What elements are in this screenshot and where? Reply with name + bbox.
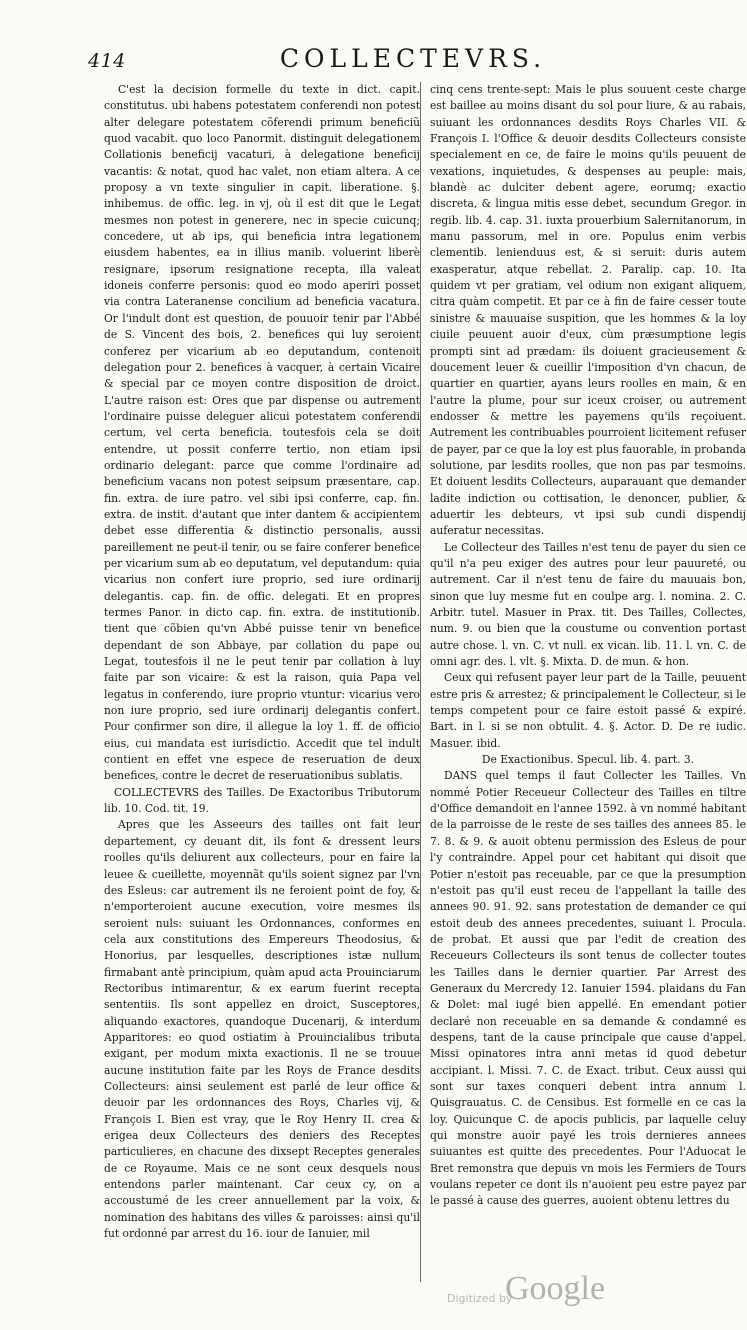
right-column [430, 82, 746, 1292]
column-divider [420, 82, 421, 1282]
paragraph-payer-du-sien: Le Collecteur des Tailles n'est tenu de payer du sien ce qu'il n'a peu exiger des autres pour leur pauureté, ou autrement. Car il n'est tenu de faire du mauuais bon, sinon que luy mesme fut en coulpe arg. l. nomina. 2. C. Arbitr. tutel. Masuer in Prax. tit. Des Tailles, Collectes, num. 9. ou bien que la coustume ou convention portast autre chose. l. vn. C. vt null. ex vican. lib. 11. l. vn. C. de omni agr. des. l. vlt. §. Mixta. D. de mun. & hon. [430, 540, 746, 669]
paragraph-office-collecteurs: cinq cens trente-sept: Mais le plus souuent ceste charge est baillee au moins disant du sol pour liure, & au rabais, suiuant les ordonnances desdits Roys Charles VII. & François I. l'Office & deuoir desdits Collecteurs consiste specialement en ce, de faire le moins qu'ils peuuent de vexations, inquietudes, & despenses au peuple: mais, blandè ac dulciter debent agere, eorumq; exactio discreta, & lingua mitis esse debet, secundum Gregor. in regib. lib. 4. cap. 31. iuxta prouerbium Salernitanorum, in manu passorum, mel in ore. Populus enim verbis clementib. lenienduus est, & si seruit: duris autem exasperatur, atque rebellat. 2. Paralip. cap. 10. Ita quidem vt per gratiam, vel odium non exigant aliquem, citra quàm competit. Et par ce à fin de faire cesser toute sinistre & mauuaise suspition, que les hommes & la loy ciuile peuuent auoir d'eux, cùm præsumptione legis prompti sint ad prædam: ils doiuent gracieusement & doucement leuer & cueillir l'imposition d'vn chacun, de quartier en quartier, ayans leurs roolles en main, & en l'autre la plume, pour sur iceux croiser, ou autrement endosser & mettre les payemens qu'ils reçoiuent. Autrement les contribuables pourroient licitement refuser de payer, par ce que la loy est plus fauorable, in probanda solutione, par lesdits roolles, que non pas par tesmoins. Et doiuent lesdits Collecteurs, auparauant que demander ladite indiction ou cottisation, le denoncer, publier, & aduertir les debteurs, vt ipsi sub cundi dispendij auferatur necessitas. [430, 83, 746, 538]
watermark-prefix: Digitized by [447, 1292, 513, 1305]
paragraph-decision: C'est la decision formelle du texte in dict. capit. constitutus. ubi habens potestatem conferendi non potest alter delegare potestatem cõferendi primum beneficiũ quod vacabit. quo loco Panormit. distinguit delegationem Collationis beneficij vacaturi, à delegatione beneficij vacantis: & notat, quod hac valet, non etiam altera. A ce proposy a vn texte singulier in capit. liberatione. §. inhibemus. de offic. leg. in vj, où il est dit que le Legat mesmes non potest in generere, nec in specie cuicunq; concedere, ut ab ips, qui beneficia intra legationem eiusdem habentes, ea in illius manib. voluerint liberè resignare, ipsorum resignatione recepta, illa valeat idoneis conferre personis: quod eo modo aperiri posset via contra Lateranense concilium ad beneficia vacatura. Or l'indult dont est question, de pouuoir tenir par l'Abbé de S. Vincent des bois, 2. benefices qui luy seroient conferez per vicarium ab eo deputandum, contenoit delegation pour 2. benefices à vacquer, à certain Vicaire & special par ce moyen contre disposition de droict. L'autre raison est: Ores que par dispense ou autrement l'ordinaire puisse deleguer alicui potestatem conferendi certum, vel certa beneficia. toutesfois cela se doit entendre, ut possit conferre tertio, non etiam ipsi ordinario delegant: parce que comme l'ordinaire ad beneficium vacans non potest seipsum præsentare, cap. fin. extra. de iure patro. vel sibi ipsi conferre, cap. fin. extra. de instit. d'autant que inter dantem & accipientem debet esse differentia & distinctio personalis, aussi pareillement ne peut-il tenir, ou se faire conferer benefice per vicarium sum ab eo deputatum, vel deputandum: quia vicarius non confert iure proprio, sed iure ordinarij delegantis. cap. fin. de offic. delegati. Et en propres termes Panor. in dicto cap. fin. extra. de institutionib. tient que cõbien qu'vn Abbé puisse tenir vn benefice dependant de son Abbaye, par collation du pape ou Legat, toutesfois il ne le peut tenir par collation à luy faite par son vicaire: & est la raison, quia Papa vel legatus in conferendo, iure proprio vtuntur: vicarius vero non iure proprio, sed iure ordinarij delegantis confert. Pour confirmer son dire, il allegue la loy 1. ff. de officio eius, cui mandata est iurisdictio. Accedit que tel indult contient en effet vne espece de reseruation de deux benefices, contre le decret de reseruationibus sublatis. [104, 83, 420, 783]
left-column [104, 82, 420, 1292]
paragraph-quel-temps: DANS quel temps il faut Collecter les Tailles. Vn nommé Potier Receueur Collecteur des Tailles en tiltre d'Office demandoit en l'annee 1592. à vn nommé habitant de la parroisse de le reste de ses tailles des annees 85. le 7. 8. & 9. & auoit obtenu permission des Esleus de pour l'y contraindre. Appel pour cet habitant qui disoit que Potier n'estoit pas receuable, par ce que la presumption n'estoit pas qu'il eust receu de l'appellant la taille des annees 90. 91. 92. sans protestation de demander ce qui estoit deub des annees precedentes, suiuant l. Procula. de probat. Et aussi que par l'edit de creation des Receueurs Collecteurs ils sont tenus de collecter toutes les Tailles dans le dernier quartier. Par Arrest des Generaux du Mercredy 12. Ianuier 1594. plaidans du Fan & Dolet: mal iugé bien appellé. En emendant potier declaré non receuable en sa demande & condamné es despens, tant de la cause principale que cause d'appel. Missi opinatores intra anni metas id quod debetur accipiant. l. Missi. 7. C. de Exact. tribut. Ceux aussi qui sont sur taxes conqueri debent intra annum l. Quisgrauatus. C. de Censibus. Est formelle en ce cas la loy. Quicunque C. de apocis publicis, par laquelle celuy qui monstre auoir payé les trois dernieres annees suiuantes est quitte des precedentes. Pour l'Aduocat le Bret remonstra que depuis vn mois les Fermiers de Tours voulans repeter ce dont ils n'auoient peu estre payez par le passé à cause des guerres, auoient obtenu lettres du [430, 769, 746, 1208]
paragraph-refus-payer: Ceux qui refusent payer leur part de la Taille, peuuent estre pris & arrestez; & principalement le Collecteur, si le temps competent pour ce faire estoit passé & expiré. Bart. in l. si se non obtulit. 4. §. Actor. D. De re iudic. Masuer. ibid. [430, 671, 746, 750]
running-title: COLLECTEVRS. [279, 44, 547, 73]
page-header [88, 44, 738, 78]
page-number: 414 [88, 50, 126, 72]
section-heading-collecteurs: COLLECTEVRS des Tailles. De Exactoribus Tributorum lib. 10. Cod. tit. 19. [104, 785, 420, 816]
digitized-by-google-watermark [447, 1266, 619, 1318]
paragraph-asseeurs: Apres que les Asseeurs des tailles ont fait leur departement, cy deuant dit, ils font & dressent leurs roolles qu'ils deliurent aux collecteurs, pour en faire la leuee & cueillette, moyennãt qu'ils soient signez par l'vn des Esleus: car autrement ils ne feroient point de foy, & n'emporteroient aucune execution, voire mesmes ils seroient nuls: suiuant les Ordonnances, conformes en cela aux constitutions des Empereurs Theodosius, & Honorius, par lesquelles, descriptiones istæ nullum firmabant antè principium, quàm apud acta Prouinciarum Rectoribus intimarentur, & ex earum fuerint recepta sententiis. Ils sont appellez en droict, Susceptores, aliquando exactores, quandoque Ducenarij, & interdum Apparitores: eo quod ostiatim à Prouincialibus tributa exigant, per modum mixta exactionis. Il ne se trouue aucune institution faite par les Roys de France desdits Collecteurs: ainsi seulement est parlé de leur office & deuoir par les ordonnances des Roys, Charles vij, & François I. Bien est vray, que le Roy Henry II. crea & erigea deux Collecteurs des deniers des Receptes particulieres, en chacune des dixsept Receptes generales de ce Royaume. Mais ce ne sont ceux desquels nous entendons parler maintenant. Car ceux cy, on a accoustumé de les creer annuellement par la voix, & nomination des habitans des villes & paroisses: ainsi qu'il fut ordonné par arrest du 16. iour de Ianuier, mil [104, 818, 420, 1241]
google-logo: Google [505, 1270, 606, 1307]
section-heading-exactionibus: De Exactionibus. Specul. lib. 4. part. 3. [481, 753, 695, 767]
